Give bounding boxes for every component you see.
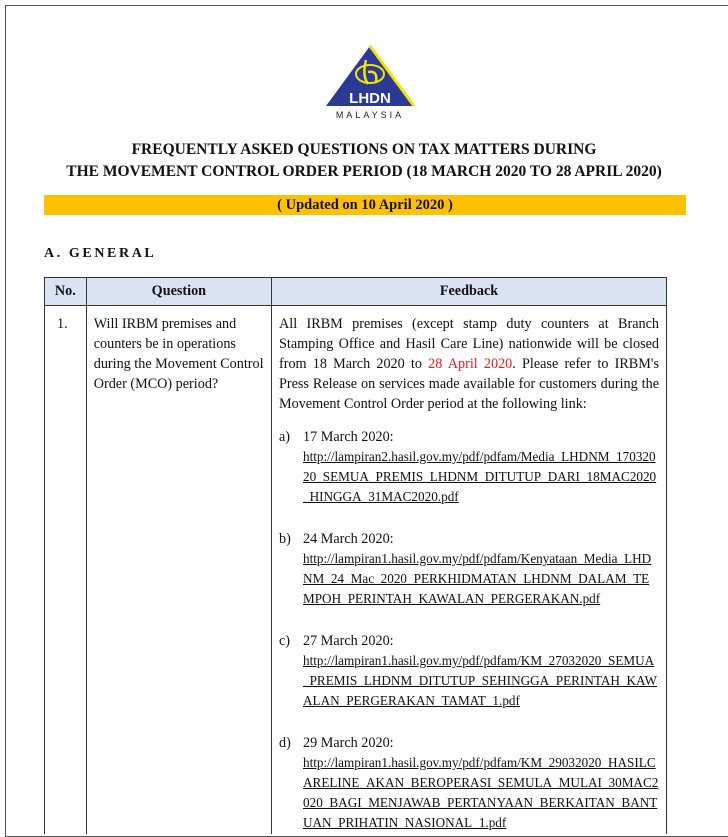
svg-text:LHDN: LHDN	[349, 90, 391, 107]
press-release-link[interactable]: http://lampiran1.hasil.gov.my/pdf/pdfam/KM_29032020_HASILCARELINE_AKAN_BEROPERASI_SEMULA_MULAI_30MAC2020_BAGI_MENJAWAB_PERTANYAAN_BERKAITAN_BANTUAN_PRIHATIN_NASIONAL_1.pdf	[303, 755, 659, 830]
feedback-cell	[272, 306, 667, 835]
feedback-text: All IRBM premises (except stamp duty counters at Branch Stamping Office and Hasil Care Line) nationwide will be closed from 18 March 2020 to 28 April 2020. Please refer to IRBM's Press Release on services made available for customers during the Movement Control Order period at the following link:	[279, 316, 659, 412]
document-title-line2: THE MOVEMENT CONTROL ORDER PERIOD (18 MARCH 2020 TO 28 APRIL 2020)	[66, 163, 662, 180]
link-item-a: a) 17 March 2020: http://lampiran2.hasil.gov.my/pdf/pdfam/Media_LHDNM_17032020_SEMUA_PREMIS_LHDNM_DITUTUP_DARI_18MAC2020_HINGGA_31MAC2020.pdf	[279, 427, 659, 507]
press-release-link[interactable]: http://lampiran1.hasil.gov.my/pdf/pdfam/Kenyataan_Media_LHDNM_24_Mac_2020_PERKHIDMATAN_LHDNM_DALAM_TEMPOH_PERINTAH_KAWALAN_PERGERAKAN.pdf	[303, 551, 652, 606]
highlighted-date: 28 April 2020	[428, 356, 513, 372]
faq-table	[44, 277, 667, 834]
header-question: Question	[86, 278, 271, 306]
updated-banner: ( Updated on 10 April 2020 )	[44, 195, 686, 215]
svg-text:MALAYSIA: MALAYSIA	[335, 110, 405, 120]
header-no: No.	[45, 278, 87, 306]
header-feedback: Feedback	[272, 278, 667, 306]
table-header	[45, 278, 667, 306]
table-row	[45, 306, 667, 835]
link-item-c: c) 27 March 2020: http://lampiran1.hasil.gov.my/pdf/pdfam/KM_27032020_SEMUA_PREMIS_LHDNM_DITUTUP_SEHINGGA_PERINTAH_KAWALAN_PERGERAKAN_TAMAT_1.pdf	[279, 631, 659, 711]
lhdn-logo	[322, 44, 418, 120]
press-release-link[interactable]: http://lampiran1.hasil.gov.my/pdf/pdfam/KM_27032020_SEMUA_PREMIS_LHDNM_DITUTUP_SEHINGGA_PERINTAH_KAWALAN_PERGERAKAN_TAMAT_1.pdf	[303, 653, 657, 708]
link-item-b: b) 24 March 2020: http://lampiran1.hasil.gov.my/pdf/pdfam/Kenyataan_Media_LHDNM_24_Mac_2020_PERKHIDMATAN_LHDNM_DALAM_TEMPOH_PERINTAH_KAWALAN_PERGERAKAN.pdf	[279, 529, 659, 609]
press-release-link[interactable]: http://lampiran2.hasil.gov.my/pdf/pdfam/Media_LHDNM_17032020_SEMUA_PREMIS_LHDNM_DITUTUP_DARI_18MAC2020_HINGGA_31MAC2020.pdf	[303, 449, 657, 504]
row-number: 1.	[45, 306, 87, 835]
link-item-d: d) 29 March 2020: http://lampiran1.hasil.gov.my/pdf/pdfam/KM_29032020_HASILCARELINE_AKAN_BEROPERASI_SEMULA_MULAI_30MAC2020_BAGI_MENJAWAB_PERTANYAAN_BERKAITAN_BANTUAN_PRIHATIN_NASIONAL_1.pdf	[279, 733, 659, 833]
section-heading: A. GENERAL	[44, 246, 157, 261]
question-text: Will IRBM premises and counters be in operations during the Movement Control Order (MCO) period?	[86, 306, 271, 835]
document-title-line1: FREQUENTLY ASKED QUESTIONS ON TAX MATTERS DURING	[131, 141, 597, 158]
